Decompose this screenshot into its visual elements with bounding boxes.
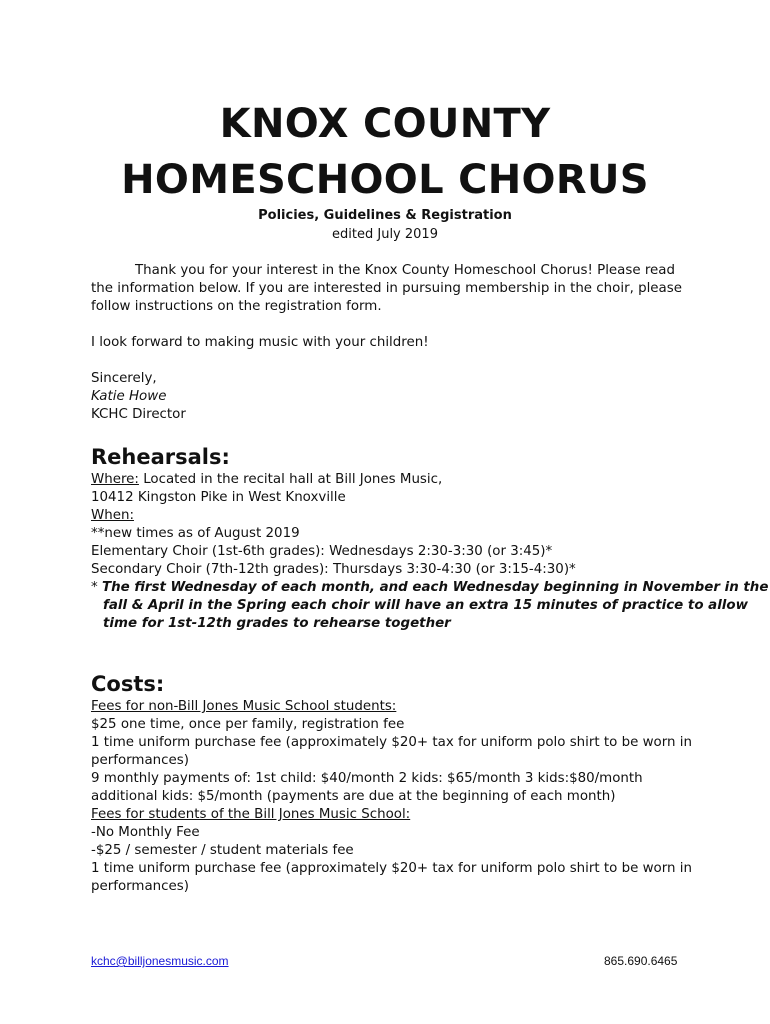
when-label: When: xyxy=(91,508,134,523)
note-asterisk: * xyxy=(91,580,102,595)
where-address: 10412 Kingston Pike in West Knoxville xyxy=(91,490,346,505)
document-title xyxy=(0,96,770,208)
closing-block xyxy=(91,370,691,424)
intro-paragraph-line: follow instructions on the registration form. xyxy=(91,299,382,314)
closing-text: Sincerely, xyxy=(91,371,157,386)
elementary-choir-time: Elementary Choir (1st-6th grades): Wednesdays 2:30-3:30 (or 3:45)* xyxy=(91,544,553,559)
member-uniform-fee-line: performances) xyxy=(91,879,189,894)
document-subtitle: Policies, Guidelines & Registration xyxy=(258,208,512,223)
intro-section xyxy=(91,262,691,316)
member-fees-label: Fees for students of the Bill Jones Music School: xyxy=(91,807,411,822)
signature: Katie Howe xyxy=(91,389,167,404)
semester-materials-fee: -$25 / semester / student materials fee xyxy=(91,843,354,858)
registration-fee: $25 one time, once per family, registration fee xyxy=(91,717,405,732)
intro-second-paragraph xyxy=(91,334,691,352)
where-line xyxy=(91,471,691,489)
signature-role: KCHC Director xyxy=(91,407,186,422)
title-line-2: HOMESCHOOL CHORUS xyxy=(121,157,649,203)
costs-section xyxy=(91,698,691,896)
note-line: time for 1st-12th grades to rehearse together xyxy=(103,616,451,631)
member-uniform-fee-line: 1 time uniform purchase fee (approximately $20+ tax for uniform polo shirt to be worn in xyxy=(91,861,692,876)
where-label: Where: xyxy=(91,472,139,487)
rehearsals-heading: Rehearsals: xyxy=(91,445,230,469)
intro-paragraph-2: I look forward to making music with your children! xyxy=(91,335,429,350)
footer-phone: 865.690.6465 xyxy=(604,954,678,968)
new-times-note: **new times as of August 2019 xyxy=(91,526,300,541)
monthly-payments-line: 9 monthly payments of: 1st child: $40/month 2 kids: $65/month 3 kids:$80/month xyxy=(91,771,643,786)
non-member-fees-label: Fees for non-Bill Jones Music School students: xyxy=(91,699,397,714)
edited-date: edited July 2019 xyxy=(332,227,438,242)
intro-paragraph-line: the information below. If you are interested in pursuing membership in the choir, please xyxy=(91,281,682,296)
rehearsals-section xyxy=(91,471,769,633)
footer-email-link[interactable]: kchc@billjonesmusic.com xyxy=(91,954,229,968)
costs-heading: Costs: xyxy=(91,672,165,696)
uniform-fee-line: performances) xyxy=(91,753,189,768)
note-line: The first Wednesday of each month, and each Wednesday beginning in November in the xyxy=(101,580,769,595)
title-line-1: KNOX COUNTY xyxy=(219,101,551,147)
uniform-fee-line: 1 time uniform purchase fee (approximately $20+ tax for uniform polo shirt to be worn in xyxy=(91,735,692,750)
note-line: fall & April in the Spring each choir will have an extra 15 minutes of practice to allow xyxy=(103,598,748,613)
where-text: Located in the recital hall at Bill Jones Music, xyxy=(138,472,443,487)
monthly-payments-line: additional kids: $5/month (payments are due at the beginning of each month) xyxy=(91,789,616,804)
intro-paragraph-line: Thank you for your interest in the Knox County Homeschool Chorus! Please read xyxy=(135,263,675,278)
secondary-choir-time: Secondary Choir (7th-12th grades): Thursdays 3:30-4:30 (or 3:15-4:30)* xyxy=(91,562,576,577)
extra-practice-note xyxy=(91,579,769,597)
no-monthly-fee: -No Monthly Fee xyxy=(91,825,200,840)
